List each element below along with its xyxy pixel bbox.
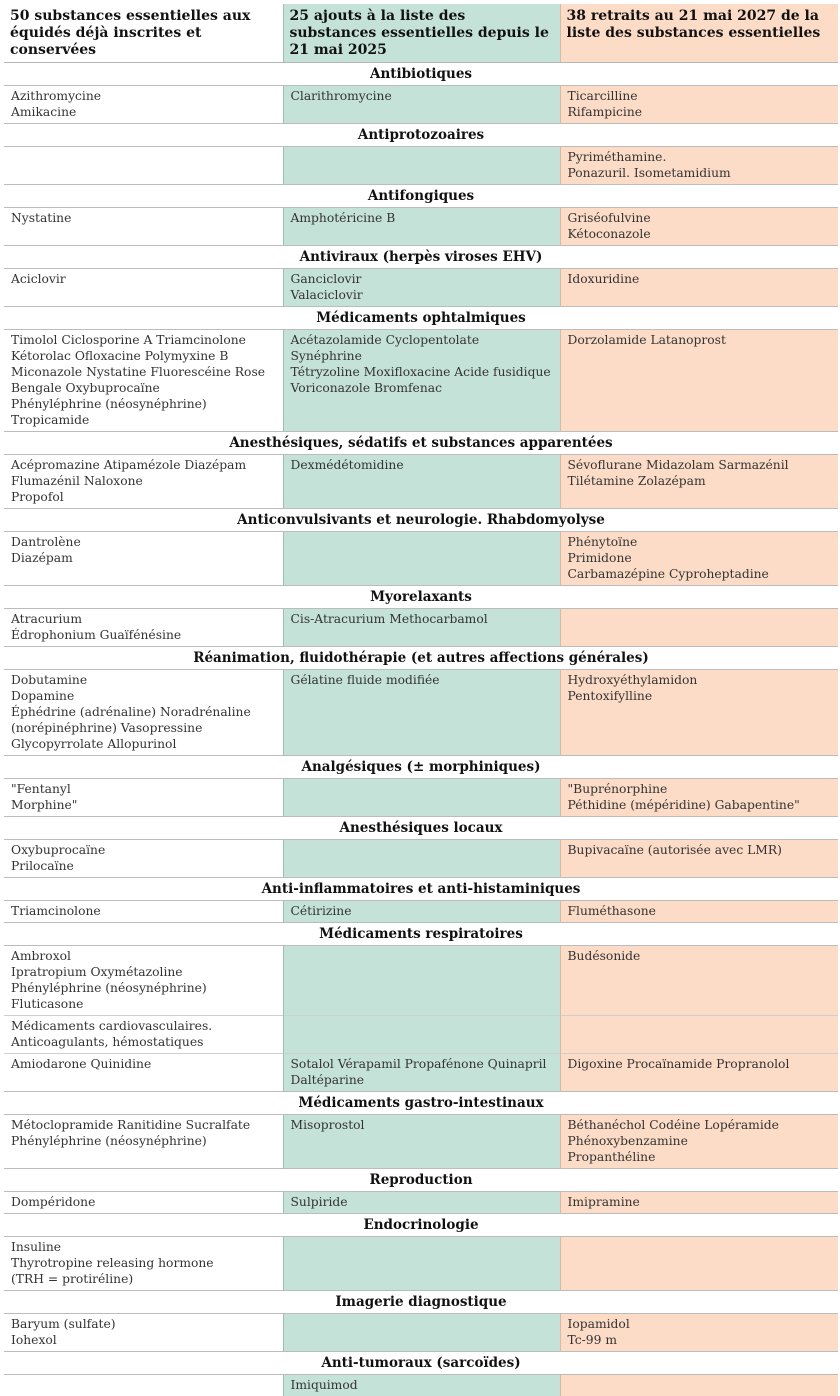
withdrawn-cell: Pyriméthamine. Ponazuril. Isometamidium: [560, 147, 838, 185]
section-title: Anesthésiques, sédatifs et substances apparentées: [4, 432, 838, 455]
section-header-row: [4, 1291, 838, 1314]
table-row: [4, 86, 838, 124]
retained-cell: Dantrolène Diazépam: [4, 532, 283, 586]
retained-cell: Ambroxol Ipratropium Oxymétazoline Phényléphrine (néosynéphrine) Fluticasone: [4, 946, 283, 1016]
header-added: 25 ajouts à la liste des substances essentielles depuis le 21 mai 2025: [283, 4, 560, 63]
section-title: Anesthésiques locaux: [4, 817, 838, 840]
added-cell: Clarithromycine: [283, 86, 560, 124]
section-title: Antifongiques: [4, 185, 838, 208]
section-header-row: [4, 1214, 838, 1237]
section-header-row: [4, 647, 838, 670]
table-row: [4, 1314, 838, 1352]
table-row: [4, 147, 838, 185]
withdrawn-cell: [560, 1375, 838, 1396]
section-header-row: [4, 1352, 838, 1375]
section-title: Reproduction: [4, 1169, 838, 1192]
added-cell: [283, 1237, 560, 1291]
section-title: Analgésiques (± morphiniques): [4, 756, 838, 779]
withdrawn-cell: Imipramine: [560, 1192, 838, 1214]
retained-cell: Azithromycine Amikacine: [4, 86, 283, 124]
retained-cell: Oxybuprocaïne Prilocaïne: [4, 840, 283, 878]
table-row: [4, 1016, 838, 1054]
added-cell: Dexmédétomidine: [283, 455, 560, 509]
section-header-row: [4, 756, 838, 779]
withdrawn-cell: [560, 609, 838, 647]
withdrawn-cell: Digoxine Procaïnamide Propranolol: [560, 1054, 838, 1092]
section-header-row: [4, 124, 838, 147]
header-row: [4, 4, 838, 63]
withdrawn-cell: Iopamidol Tc-99 m: [560, 1314, 838, 1352]
section-title: Médicaments respiratoires: [4, 923, 838, 946]
added-cell: Imiquimod: [283, 1375, 560, 1396]
section-title: Médicaments gastro-intestinaux: [4, 1092, 838, 1115]
added-cell: Misoprostol: [283, 1115, 560, 1169]
table-row: [4, 1375, 838, 1396]
withdrawn-cell: Hydroxyéthylamidon Pentoxifylline: [560, 670, 838, 756]
added-cell: Acétazolamide Cyclopentolate Synéphrine Tétryzoline Moxifloxacine Acide fusidique Voriconazole Bromfenac: [283, 330, 560, 432]
added-cell: [283, 1314, 560, 1352]
retained-cell: Atracurium Édrophonium Guaïfénésine: [4, 609, 283, 647]
withdrawn-cell: Ticarcilline Rifampicine: [560, 86, 838, 124]
added-cell: Sulpiride: [283, 1192, 560, 1214]
retained-cell: [4, 147, 283, 185]
section-header-row: [4, 63, 838, 86]
withdrawn-cell: Dorzolamide Latanoprost: [560, 330, 838, 432]
table-row: [4, 208, 838, 246]
substances-table: [4, 4, 838, 1396]
added-cell: [283, 946, 560, 1016]
withdrawn-cell: Béthanéchol Codéine Lopéramide Phénoxybenzamine Propanthéline: [560, 1115, 838, 1169]
table-row: [4, 609, 838, 647]
table-body: [4, 63, 838, 1396]
added-cell: Cétirizine: [283, 901, 560, 923]
added-cell: [283, 532, 560, 586]
added-cell: [283, 147, 560, 185]
added-cell: Sotalol Vérapamil Propafénone Quinapril Daltéparine: [283, 1054, 560, 1092]
section-header-row: [4, 817, 838, 840]
retained-cell: "Fentanyl Morphine": [4, 779, 283, 817]
table-row: [4, 269, 838, 307]
table-row: [4, 901, 838, 923]
retained-cell: Dompéridone: [4, 1192, 283, 1214]
section-title: Imagerie diagnostique: [4, 1291, 838, 1314]
section-title: Endocrinologie: [4, 1214, 838, 1237]
retained-cell: Amiodarone Quinidine: [4, 1054, 283, 1092]
retained-cell: Métoclopramide Ranitidine Sucralfate Phényléphrine (néosynéphrine): [4, 1115, 283, 1169]
section-title: Antibiotiques: [4, 63, 838, 86]
withdrawn-cell: [560, 1016, 838, 1054]
retained-cell: Timolol Ciclosporine A Triamcinolone Kétorolac Ofloxacine Polymyxine B Miconazole Nystatine Fluorescéine Rose Bengale Oxybuprocaïne Phényléphrine (néosynéphrine) Tropicamide: [4, 330, 283, 432]
retained-cell: Triamcinolone: [4, 901, 283, 923]
table-row: [4, 840, 838, 878]
table-row: [4, 1115, 838, 1169]
table-row: [4, 779, 838, 817]
table-row: [4, 670, 838, 756]
added-cell: [283, 1016, 560, 1054]
section-header-row: [4, 509, 838, 532]
withdrawn-cell: Budésonide: [560, 946, 838, 1016]
table-row: [4, 1237, 838, 1291]
section-title: Anticonvulsivants et neurologie. Rhabdomyolyse: [4, 509, 838, 532]
section-header-row: [4, 432, 838, 455]
section-title: Myorelaxants: [4, 586, 838, 609]
withdrawn-cell: Bupivacaïne (autorisée avec LMR): [560, 840, 838, 878]
added-cell: Cis-Atracurium Methocarbamol: [283, 609, 560, 647]
section-header-row: [4, 878, 838, 901]
section-header-row: [4, 246, 838, 269]
retained-cell: Insuline Thyrotropine releasing hormone (TRH = protiréline): [4, 1237, 283, 1291]
section-title: Anti-inflammatoires et anti-histaminiques: [4, 878, 838, 901]
table-row: [4, 532, 838, 586]
retained-cell: Nystatine: [4, 208, 283, 246]
retained-cell: [4, 1375, 283, 1396]
added-cell: Gélatine fluide modifiée: [283, 670, 560, 756]
withdrawn-cell: Griséofulvine Kétoconazole: [560, 208, 838, 246]
section-title: Anti-tumoraux (sarcoïdes): [4, 1352, 838, 1375]
section-title: Antiviraux (herpès viroses EHV): [4, 246, 838, 269]
section-title: Réanimation, fluidothérapie (et autres affections générales): [4, 647, 838, 670]
retained-cell: Acépromazine Atipamézole Diazépam Flumazénil Naloxone Propofol: [4, 455, 283, 509]
added-cell: [283, 779, 560, 817]
retained-cell: Médicaments cardiovasculaires. Anticoagulants, hémostatiques: [4, 1016, 283, 1054]
section-header-row: [4, 185, 838, 208]
retained-cell: Baryum (sulfate) Iohexol: [4, 1314, 283, 1352]
table-row: [4, 946, 838, 1016]
withdrawn-cell: [560, 1237, 838, 1291]
header-retained: 50 substances essentielles aux équidés déjà inscrites et conservées: [4, 4, 283, 63]
withdrawn-cell: "Buprénorphine Péthidine (mépéridine) Gabapentine": [560, 779, 838, 817]
section-title: Antiprotozoaires: [4, 124, 838, 147]
table-row: [4, 330, 838, 432]
withdrawn-cell: Idoxuridine: [560, 269, 838, 307]
section-header-row: [4, 586, 838, 609]
table-row: [4, 1192, 838, 1214]
withdrawn-cell: Fluméthasone: [560, 901, 838, 923]
table-row: [4, 455, 838, 509]
withdrawn-cell: Sévoflurane Midazolam Sarmazénil Tilétamine Zolazépam: [560, 455, 838, 509]
section-header-row: [4, 307, 838, 330]
retained-cell: Aciclovir: [4, 269, 283, 307]
retained-cell: Dobutamine Dopamine Éphédrine (adrénaline) Noradrénaline (norépinéphrine) Vasopressine Glycopyrrolate Allopurinol: [4, 670, 283, 756]
added-cell: [283, 840, 560, 878]
section-header-row: [4, 1169, 838, 1192]
section-header-row: [4, 1092, 838, 1115]
header-withdrawn: 38 retraits au 21 mai 2027 de la liste des substances essentielles: [560, 4, 838, 63]
table-row: [4, 1054, 838, 1092]
section-header-row: [4, 923, 838, 946]
section-title: Médicaments ophtalmiques: [4, 307, 838, 330]
withdrawn-cell: Phénytoïne Primidone Carbamazépine Cyproheptadine: [560, 532, 838, 586]
added-cell: Ganciclovir Valaciclovir: [283, 269, 560, 307]
added-cell: Amphotéricine B: [283, 208, 560, 246]
